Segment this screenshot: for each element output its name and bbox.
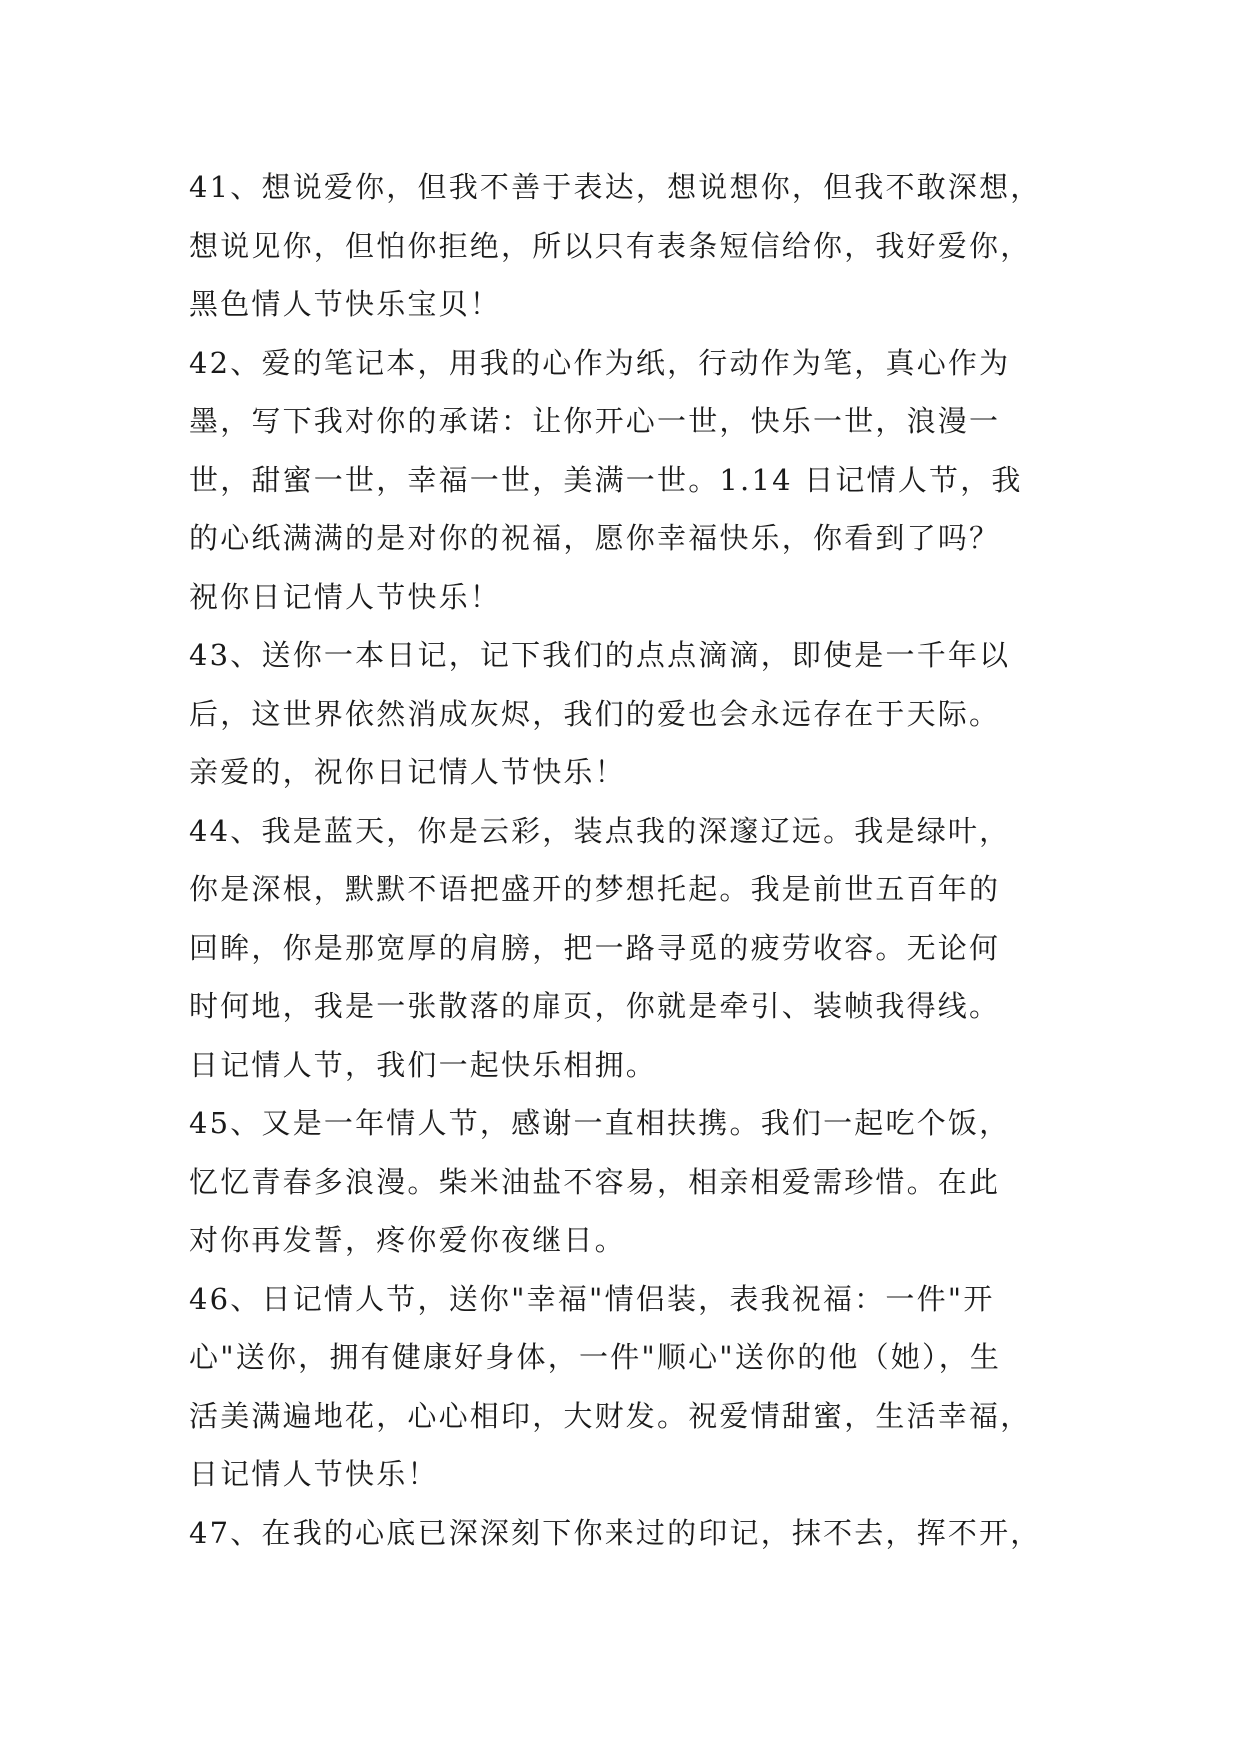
text-line: 45、又是一年情人节，感谢一直相扶携。我们一起吃个饭， bbox=[189, 1106, 1011, 1140]
text-line: 日记情人节快乐！ bbox=[189, 1457, 439, 1491]
text-line: 43、送你一本日记，记下我们的点点滴滴，即使是一千年以 bbox=[189, 638, 1011, 672]
text-line: 对你再发誓，疼你爱你夜继日。 bbox=[189, 1223, 626, 1257]
text-line: 44、我是蓝天，你是云彩，装点我的深邃辽远。我是绿叶， bbox=[189, 813, 1011, 848]
text-line: 日记情人节，我们一起快乐相拥。 bbox=[189, 1047, 658, 1082]
text-line: 的心纸满满的是对你的祝福，愿你幸福快乐，你看到了吗？ bbox=[189, 521, 1001, 555]
text-line: 墨，写下我对你的承诺：让你开心一世，快乐一世，浪漫一 bbox=[189, 404, 1001, 438]
text-line: 活美满遍地花，心心相印，大财发。祝爱情甜蜜，生活幸福， bbox=[189, 1398, 1032, 1433]
text-line: 回眸，你是那宽厚的肩膀，把一路寻觅的疲劳收容。无论何 bbox=[189, 930, 1001, 965]
text-line: 后，这世界依然消成灰烬，我们的爱也会永远存在于天际。 bbox=[189, 696, 1001, 731]
text-line: 47、在我的心底已深深刻下你来过的印记，抹不去，挥不开， bbox=[189, 1515, 1042, 1550]
text-line: 亲爱的，祝你日记情人节快乐！ bbox=[189, 755, 626, 789]
text-line: 黑色情人节快乐宝贝！ bbox=[189, 287, 502, 321]
text-line: 你是深根，默默不语把盛开的梦想托起。我是前世五百年的 bbox=[189, 872, 1001, 906]
document-body bbox=[189, 158, 1094, 1562]
text-line: 世，甜蜜一世，幸福一世，美满一世。1.14 日记情人节，我 bbox=[189, 462, 1023, 497]
text-line: 忆忆青春多浪漫。柴米油盐不容易，相亲相爱需珍惜。在此 bbox=[189, 1164, 1001, 1199]
text-line: 46、日记情人节，送你"幸福"情侣装，表我祝福：一件"开 bbox=[189, 1281, 995, 1316]
text-line: 42、爱的笔记本，用我的心作为纸，行动作为笔，真心作为 bbox=[189, 345, 1011, 380]
text-line: 时何地，我是一张散落的扉页，你就是牵引、装帧我得线。 bbox=[189, 989, 1001, 1023]
text-line: 祝你日记情人节快乐！ bbox=[189, 579, 502, 614]
text-line: 心"送你，拥有健康好身体，一件"顺心"送你的他（她），生 bbox=[189, 1340, 1002, 1374]
text-line: 41、想说爱你，但我不善于表达，想说想你，但我不敢深想， bbox=[189, 170, 1042, 204]
text-line: 想说见你，但怕你拒绝，所以只有表条短信给你，我好爱你， bbox=[189, 228, 1032, 263]
